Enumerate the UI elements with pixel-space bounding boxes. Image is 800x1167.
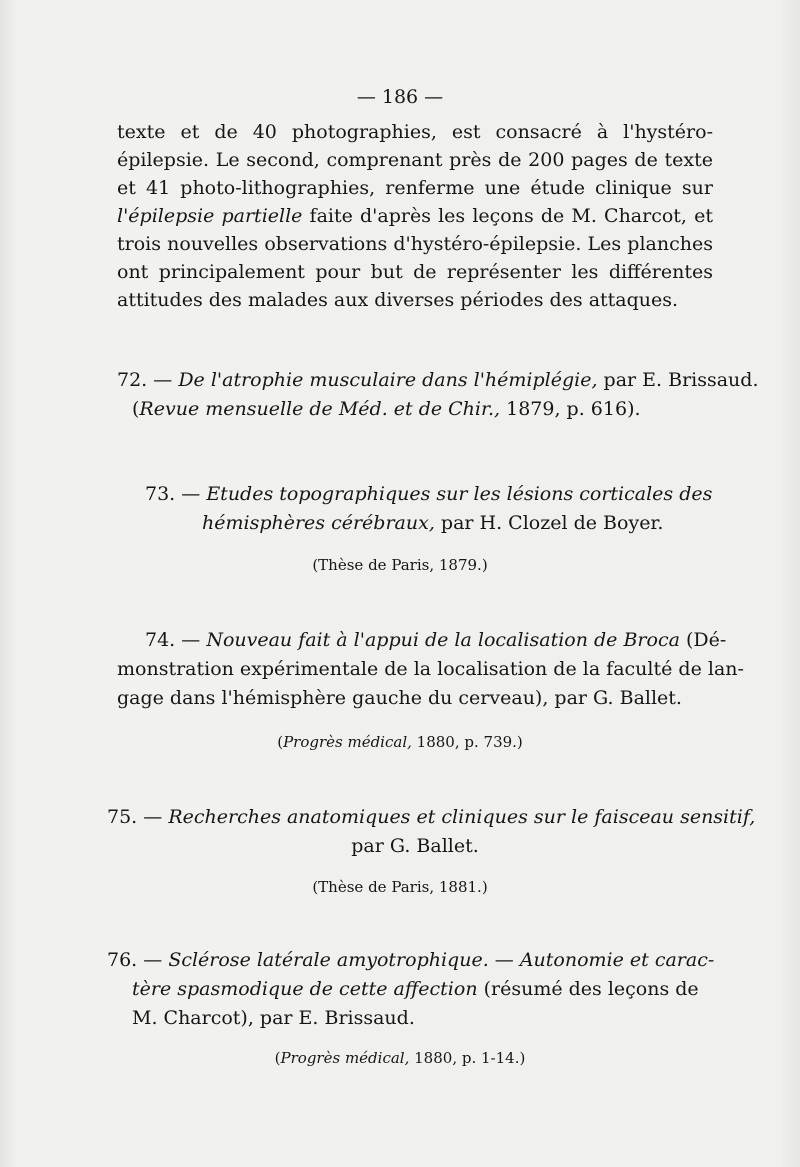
- entry-desc-1: (Dé-: [685, 629, 727, 651]
- entry-title-line2: hémisphères cérébraux,: [202, 512, 435, 534]
- entry-72: 72. — De l'atrophie musculaire dans l'hémiplégie, par E. Brissaud. (Revue mensuelle de Méd. et de Chir., 1879, p. 616).: [117, 369, 759, 420]
- entry-74-source: (Progrès médical, 1880, p. 739.): [277, 733, 523, 751]
- entry-desc-2: M. Charcot), par E. Brissaud.: [132, 1007, 415, 1029]
- entry-journal: Revue mensuelle de Méd. et de Chir.,: [139, 398, 501, 420]
- entry-title: De l'atrophie musculaire dans l'hémiplégie,: [178, 369, 598, 391]
- entry-author: par H. Clozel de Boyer.: [440, 512, 664, 534]
- page-number: — 186 —: [356, 86, 444, 108]
- entry-75: [107, 803, 756, 861]
- entry-author: par G. Ballet.: [351, 835, 479, 857]
- intro-text-2: faite d'après les leçons de M. Charcot, et trois nouvelles observations d'hystéro-épilepsie. Les planches ont principalement pour but de représenter les différentes attitudes des malades aux diverses périodes des attaques.: [117, 205, 713, 311]
- entry-number: 73. —: [145, 483, 201, 505]
- intro-italic: l'épilepsie partielle: [117, 205, 303, 227]
- entry-author: par E. Brissaud.: [603, 369, 759, 391]
- entry-dash: —: [494, 949, 514, 971]
- entry-desc-1: (résumé des leçons de: [483, 978, 699, 1000]
- source-rest: 1880, p. 1-14.): [414, 1049, 526, 1067]
- entry-desc-3: gage dans l'hémisphère gauche du cerveau), par G. Ballet.: [117, 687, 682, 709]
- entry-number: 74. —: [145, 629, 201, 651]
- entry-number: 75. —: [107, 806, 163, 828]
- entry-76-source: (Progrès médical, 1880, p. 1-14.): [274, 1049, 526, 1067]
- entry-desc-2: monstration expérimentale de la localisation de la faculté de lan-: [117, 658, 744, 680]
- source-rest: 1880, p. 739.): [416, 733, 523, 751]
- entry-74: [117, 626, 744, 713]
- source-italic: Progrès médical,: [283, 733, 412, 751]
- entry-73-source: (Thèse de Paris, 1879.): [312, 556, 488, 574]
- entry-journal-rest: 1879, p. 616).: [506, 398, 641, 420]
- entry-73: [117, 480, 713, 538]
- entry-number: 76. —: [107, 949, 163, 971]
- intro-text-1: texte et de 40 photographies, est consacré à l'hystéro-épilepsie. Le second, comprenant près de 200 pages de texte et 41 photo-lithographies, renferme une étude clinique sur: [117, 121, 713, 199]
- entry-title-1: Sclérose latérale amyotrophique.: [168, 949, 489, 971]
- entry-title: Recherches anatomiques et cliniques sur le faisceau sensitif,: [168, 806, 756, 828]
- entry-number: 72. —: [117, 369, 173, 391]
- entry-title: Nouveau fait à l'appui de la localisation de Broca: [206, 629, 680, 651]
- source-italic: Progrès médical,: [280, 1049, 410, 1067]
- entry-title-2: Autonomie et carac-: [519, 949, 715, 971]
- entry-75-source: (Thèse de Paris, 1881.): [312, 878, 488, 896]
- entry-76: [107, 946, 715, 1033]
- intro-paragraph: [117, 118, 713, 314]
- entry-title-line1: Etudes topographiques sur les lésions corticales des: [206, 483, 713, 505]
- entry-title-3: tère spasmodique de cette affection: [132, 978, 478, 1000]
